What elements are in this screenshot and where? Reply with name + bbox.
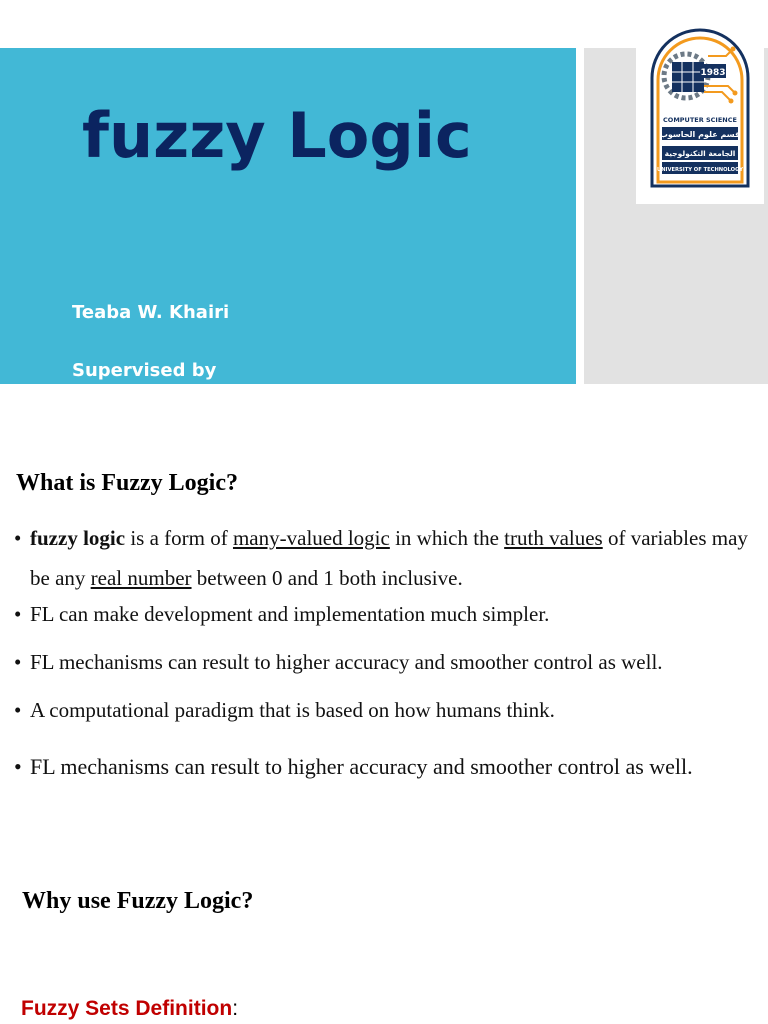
svg-text:UNIVERSITY OF TECHNOLOGY: UNIVERSITY OF TECHNOLOGY (657, 167, 743, 173)
heading-fuzzy-sets-definition: Fuzzy Sets Definition: (21, 997, 239, 1020)
heading-why-use-fuzzy-logic: Why use Fuzzy Logic? (22, 888, 254, 914)
definition-bullet-list (14, 518, 752, 788)
logo-emblem-icon (648, 26, 752, 196)
bullet-simpler: • FL can make development and implementation much simpler. (14, 602, 752, 650)
bullet-definition: • fuzzy logic is a form of many-valued logic in which the truth values of variables may be any real number between 0 and 1 both inclusive. (14, 518, 752, 602)
university-logo (636, 18, 764, 204)
academic-year: 2024-2025 (72, 418, 180, 439)
link-truth-values[interactable]: truth values (504, 526, 603, 550)
bullet-accuracy-repeat: • FL mechanisms can result to higher accuracy and smoother control as well. (14, 746, 752, 788)
bullet-accuracy: • FL mechanisms can result to higher accuracy and smoother control as well. (14, 650, 752, 698)
title-banner (0, 48, 576, 439)
link-many-valued-logic[interactable]: many-valued logic (232, 526, 390, 550)
author-name: Teaba W. Khairi (72, 302, 230, 323)
supervisor-name: Prof. Dr Ahmed Tarik (72, 389, 283, 410)
svg-text:COMPUTER SCIENCE: COMPUTER SCIENCE (663, 116, 737, 124)
slide-title: fuzzy Logic (82, 99, 472, 172)
heading-what-is-fuzzy-logic: What is Fuzzy Logic? (16, 470, 238, 496)
svg-text:1983: 1983 (700, 68, 726, 78)
supervised-label: Supervised by (72, 360, 217, 381)
svg-text:الجامعة التكنولوجية: الجامعة التكنولوجية (664, 149, 736, 158)
bullet-paradigm: • A computational paradigm that is based on how humans think. (14, 698, 752, 746)
author-block (72, 298, 282, 443)
svg-text:قسم علوم الحاسوب: قسم علوم الحاسوب (659, 130, 741, 139)
link-real-number[interactable]: real number (90, 566, 192, 590)
